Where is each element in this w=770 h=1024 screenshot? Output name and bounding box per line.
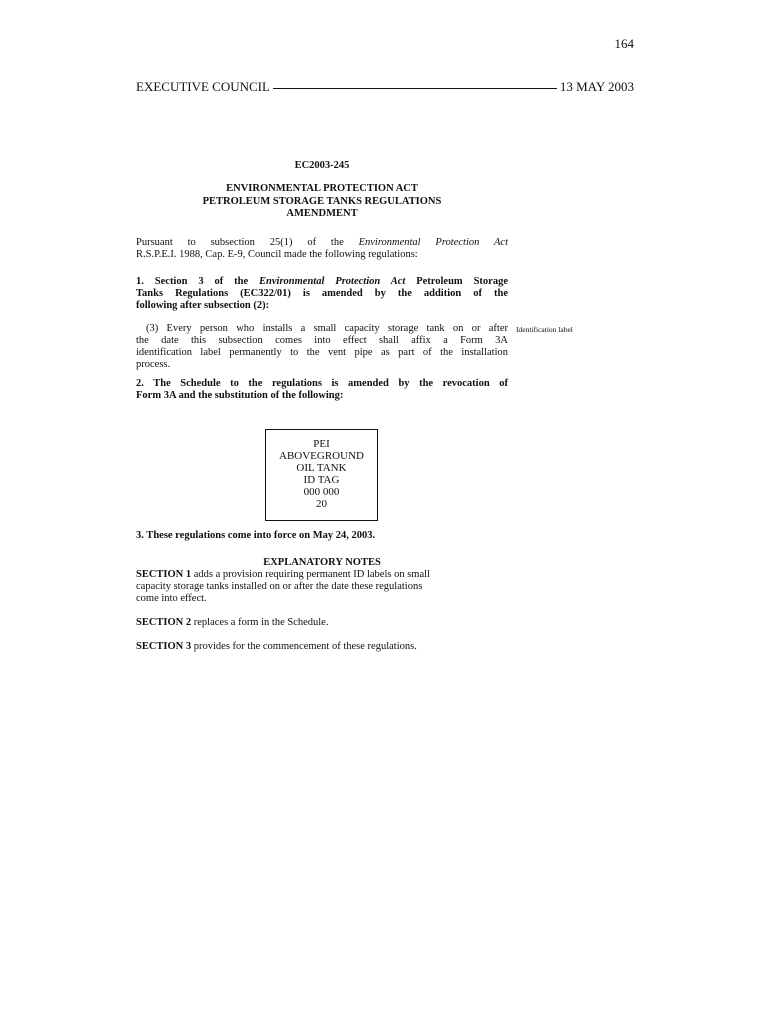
header-date: 13 MAY 2003 [559, 79, 634, 94]
section-1-text: Petroleum Storage [405, 276, 508, 287]
note-text: provides for the commencement of these regulations. [191, 641, 417, 652]
note-section-3 [136, 641, 496, 653]
subsection-3-line: identification label permanently to the vent pipe as part of the installation [136, 347, 508, 358]
title-line: ENVIRONMENTAL PROTECTION ACT [226, 183, 418, 194]
note-label: SECTION 3 [136, 641, 192, 652]
preamble-line [136, 237, 508, 249]
note-text: adds a provision requiring permanent ID labels on small [191, 569, 430, 580]
id-tag-line: 000 000 [303, 486, 340, 498]
preamble [136, 237, 508, 261]
id-tag-line: 20 [316, 498, 327, 510]
section-1-line: Tanks Regulations (EC322/01) is amended by the addition of the [136, 288, 508, 299]
running-header [136, 79, 634, 95]
act-name: Environmental Protection Act [259, 276, 406, 287]
section-2-line: Form 3A and the substitution of the following: [136, 390, 344, 401]
header-rule [273, 88, 557, 89]
subsection-3-line: (3) Every person who installs a small capacity storage tank on or after [146, 323, 508, 334]
note-section-2 [136, 617, 496, 629]
subsection-3-line: process. [136, 359, 171, 370]
id-tag-form [265, 429, 378, 521]
section-1-text: 1. Section 3 of the [136, 276, 260, 287]
title-line: AMENDMENT [286, 208, 358, 219]
section-1 [136, 276, 508, 312]
note-text: replaces a form in the Schedule. [191, 617, 329, 628]
page-number: 164 [614, 36, 634, 51]
id-tag-line: ABOVEGROUND [279, 450, 364, 462]
act-name: Environmental Protection Act [358, 237, 508, 248]
id-tag-line: PEI [313, 438, 330, 450]
section-3: 3. These regulations come into force on May 24, 2003. [136, 530, 376, 541]
preamble-text: Pursuant to subsection 25(1) of the [136, 237, 359, 248]
order-number: EC2003-245 [294, 160, 350, 171]
subsection-3-line: the date this subsection comes into effect shall affix a Form 3A [136, 335, 508, 346]
section-1-line: following after subsection (2): [136, 300, 270, 311]
id-tag-line: ID TAG [303, 474, 340, 486]
section-2-line: 2. The Schedule to the regulations is amended by the revocation of [136, 378, 508, 389]
note-label: SECTION 1 [136, 569, 192, 580]
header-council: EXECUTIVE COUNCIL [136, 79, 270, 94]
regulation-title [136, 183, 508, 221]
title-line: PETROLEUM STORAGE TANKS REGULATIONS [202, 195, 442, 207]
note-line [136, 569, 496, 581]
note-line: capacity storage tanks installed on or after the date these regulations [136, 581, 423, 592]
preamble-line: R.S.P.E.I. 1988, Cap. E-9, Council made the following regulations: [136, 249, 418, 260]
section-2 [136, 378, 508, 402]
note-label: SECTION 2 [136, 617, 192, 628]
id-tag-line: OIL TANK [296, 462, 347, 474]
subsection-3 [136, 323, 508, 371]
note-section-1 [136, 569, 496, 605]
note-line: come into effect. [136, 593, 207, 604]
margin-note: Identification label [516, 325, 573, 334]
explanatory-notes-heading: EXPLANATORY NOTES [263, 557, 381, 568]
section-1-line [136, 276, 508, 288]
